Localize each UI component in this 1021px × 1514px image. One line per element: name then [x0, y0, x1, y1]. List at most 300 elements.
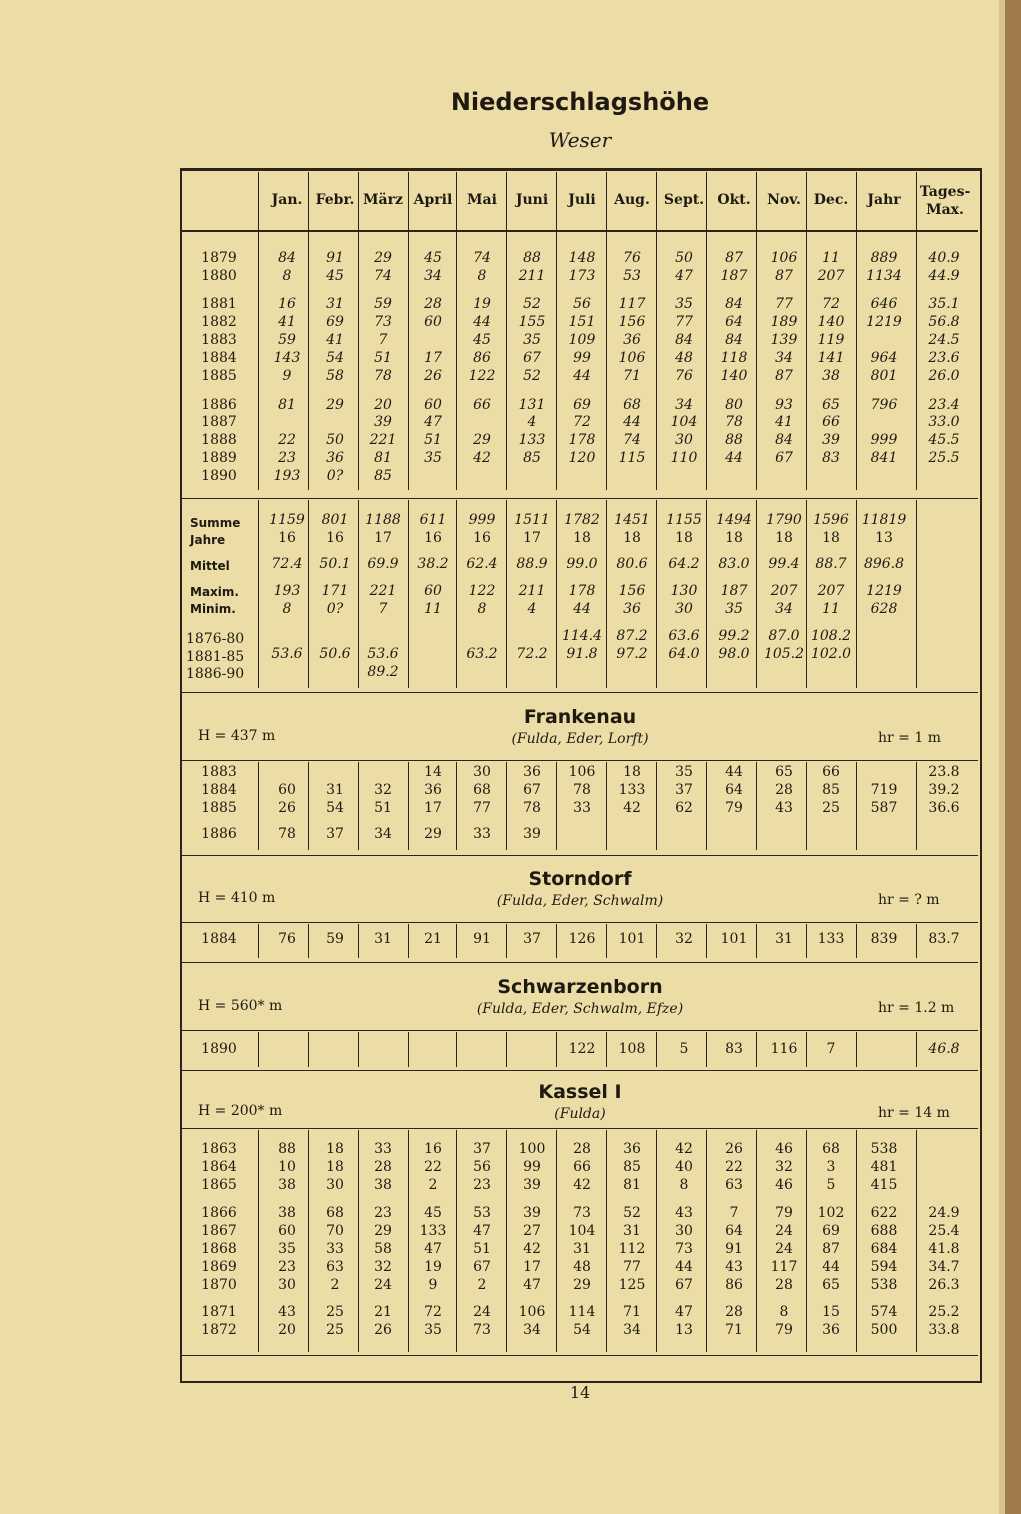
table-cell: 26.0: [928, 368, 960, 384]
table-cell: 178: [568, 432, 596, 448]
table-cell: 68: [623, 397, 641, 413]
table-cell: 83: [725, 1041, 743, 1057]
table-cell: 88.7: [815, 556, 847, 572]
table-cell: 60: [424, 583, 442, 599]
column-rule: [606, 762, 607, 850]
table-cell: 34.7: [928, 1259, 960, 1275]
table-cell: 51: [424, 432, 442, 448]
table-cell: 25.5: [928, 450, 960, 466]
table-cell: 72.4: [271, 556, 303, 572]
table-cell: 171: [321, 583, 349, 599]
table-cell: 16: [326, 530, 344, 546]
table-cell: 7: [378, 601, 388, 617]
table-cell: 51: [374, 800, 392, 816]
table-cell: 41: [326, 332, 344, 348]
summary-label: Minim.: [190, 602, 236, 616]
table-cell: 40.9: [928, 250, 960, 266]
table-cell: 64: [725, 1223, 743, 1239]
table-cell: 36: [623, 332, 641, 348]
table-cell: 68: [473, 782, 491, 798]
table-cell: 69: [822, 1223, 840, 1239]
table-cell: 8: [477, 268, 487, 284]
table-cell: 72: [573, 414, 591, 430]
table-cell: 74: [473, 250, 491, 266]
column-rule: [706, 232, 707, 490]
year-label: 1886: [201, 397, 237, 413]
column-rule: [916, 500, 917, 688]
table-cell: 66: [573, 1159, 591, 1175]
column-rule: [308, 762, 309, 850]
table-cell: 151: [568, 314, 596, 330]
table-cell: 112: [618, 1241, 646, 1257]
column-rule: [706, 762, 707, 850]
table-cell: 52: [623, 1205, 641, 1221]
column-rule: [258, 1130, 259, 1352]
table-cell: 211: [518, 583, 546, 599]
column-rule: [308, 500, 309, 688]
table-cell: 23: [278, 450, 296, 466]
table-cell: 72: [424, 1304, 442, 1320]
table-cell: 28: [775, 1277, 793, 1293]
table-cell: 106: [518, 1304, 546, 1320]
table-cell: 156: [618, 314, 646, 330]
year-label: 1885: [201, 800, 237, 816]
table-cell: 78: [523, 800, 541, 816]
table-cell: 628: [870, 601, 898, 617]
table-cell: 77: [775, 296, 793, 312]
table-cell: 8: [477, 601, 487, 617]
row-rule: [182, 855, 978, 856]
table-cell: 5: [826, 1177, 836, 1193]
row-rule: [182, 1128, 978, 1129]
table-cell: 33.8: [928, 1322, 960, 1338]
column-rule: [456, 1130, 457, 1352]
summary-label: Summe: [190, 516, 241, 530]
table-cell: 64.2: [668, 556, 700, 572]
table-cell: 71: [623, 368, 641, 384]
table-cell: 65: [822, 1277, 840, 1293]
column-header: Max.: [926, 202, 964, 218]
table-cell: 88: [278, 1141, 296, 1157]
year-label: 1883: [201, 332, 237, 348]
table-cell: 44: [623, 414, 641, 430]
table-cell: 25: [326, 1304, 344, 1320]
column-rule: [408, 172, 409, 230]
table-cell: 45.5: [928, 432, 960, 448]
station-hr: hr = 1 m: [878, 730, 941, 746]
table-cell: 7: [378, 332, 388, 348]
table-cell: 79: [725, 800, 743, 816]
table-cell: 37: [523, 931, 541, 947]
column-rule: [308, 924, 309, 958]
table-cell: 71: [623, 1304, 641, 1320]
table-cell: 84: [725, 296, 743, 312]
table-cell: 114: [568, 1304, 596, 1320]
table-cell: 841: [870, 450, 898, 466]
table-cell: 67: [775, 450, 793, 466]
table-cell: 73: [675, 1241, 693, 1257]
column-rule: [606, 172, 607, 230]
table-cell: 99: [573, 350, 591, 366]
table-cell: 36: [424, 782, 442, 798]
table-cell: 101: [720, 931, 748, 947]
table-cell: 59: [278, 332, 296, 348]
table-cell: 54: [326, 350, 344, 366]
station-rivers: (Fulda, Eder, Schwalm): [496, 893, 664, 909]
year-label: 1885: [201, 368, 237, 384]
column-rule: [856, 232, 857, 490]
table-cell: 33.0: [928, 414, 960, 430]
column-rule: [656, 1032, 657, 1067]
table-cell: 20: [374, 397, 392, 413]
table-cell: 65: [822, 397, 840, 413]
table-cell: 58: [326, 368, 344, 384]
table-cell: 68: [326, 1205, 344, 1221]
column-rule: [856, 924, 857, 958]
column-rule: [456, 232, 457, 490]
column-rule: [556, 762, 557, 850]
station-name: Storndorf: [528, 868, 632, 890]
table-cell: 28: [725, 1304, 743, 1320]
table-cell: 29: [374, 250, 392, 266]
table-cell: 79: [775, 1205, 793, 1221]
table-cell: 33: [374, 1141, 392, 1157]
table-cell: 83.7: [928, 931, 960, 947]
table-cell: 36: [623, 601, 641, 617]
table-cell: 51: [374, 350, 392, 366]
table-cell: 40: [675, 1159, 693, 1175]
table-cell: 143: [273, 350, 301, 366]
table-cell: 66: [473, 397, 491, 413]
column-rule: [308, 1130, 309, 1352]
table-cell: 23: [278, 1259, 296, 1275]
table-cell: 39: [523, 1177, 541, 1193]
summary-label: Maxim.: [190, 585, 239, 599]
table-cell: 122: [568, 1041, 596, 1057]
table-cell: 109: [568, 332, 596, 348]
table-cell: 33: [473, 826, 491, 842]
table-cell: 0?: [326, 601, 344, 617]
row-rule: [182, 230, 978, 232]
table-cell: 30: [675, 601, 693, 617]
table-cell: 116: [770, 1041, 798, 1057]
column-rule: [358, 924, 359, 958]
table-cell: 18: [675, 530, 693, 546]
table-cell: 221: [369, 583, 397, 599]
column-rule: [806, 1032, 807, 1067]
column-header: Febr.: [315, 192, 355, 208]
station-rivers: (Fulda): [554, 1106, 606, 1122]
table-cell: 796: [870, 397, 898, 413]
column-rule: [358, 1032, 359, 1067]
table-cell: 78: [278, 826, 296, 842]
column-header: Nov.: [767, 192, 801, 208]
table-cell: 415: [870, 1177, 898, 1193]
table-cell: 7: [729, 1205, 739, 1221]
table-cell: 35: [278, 1241, 296, 1257]
table-cell: 2: [428, 1177, 438, 1193]
table-cell: 71: [725, 1322, 743, 1338]
row-rule: [182, 1355, 978, 1356]
table-cell: 45: [473, 332, 491, 348]
table-cell: 23.6: [928, 350, 960, 366]
row-rule: [182, 922, 978, 923]
table-cell: 8: [679, 1177, 689, 1193]
table-cell: 35: [424, 1322, 442, 1338]
table-cell: 187: [720, 583, 748, 599]
table-cell: 37: [675, 782, 693, 798]
column-rule: [506, 924, 507, 958]
table-cell: 16: [424, 1141, 442, 1157]
column-rule: [916, 924, 917, 958]
table-cell: 0?: [326, 468, 344, 484]
table-cell: 50.6: [319, 646, 351, 662]
year-label: 1884: [201, 782, 237, 798]
table-cell: 60: [424, 314, 442, 330]
table-cell: 21: [374, 1304, 392, 1320]
table-cell: 18: [725, 530, 743, 546]
column-header: Jahr: [867, 192, 901, 208]
table-cell: 18: [573, 530, 591, 546]
table-cell: 29: [424, 826, 442, 842]
year-label: 1890: [201, 1041, 237, 1057]
table-cell: 73: [573, 1205, 591, 1221]
table-cell: 28: [424, 296, 442, 312]
table-cell: 108: [618, 1041, 646, 1057]
table-cell: 178: [568, 583, 596, 599]
table-cell: 39: [374, 414, 392, 430]
table-cell: 29: [473, 432, 491, 448]
station-name: Frankenau: [523, 706, 637, 728]
summary-label: Jahre: [190, 533, 226, 547]
column-rule: [756, 762, 757, 850]
table-cell: 13: [675, 1322, 693, 1338]
column-rule: [606, 924, 607, 958]
table-cell: 50: [326, 432, 344, 448]
table-cell: 41: [775, 414, 793, 430]
table-cell: 481: [870, 1159, 898, 1175]
table-cell: 38.2: [417, 556, 449, 572]
table-cell: 4: [527, 414, 537, 430]
column-rule: [656, 500, 657, 688]
column-rule: [358, 500, 359, 688]
table-cell: 189: [770, 314, 798, 330]
table-cell: 118: [720, 350, 748, 366]
table-cell: 58: [374, 1241, 392, 1257]
column-rule: [556, 1130, 557, 1352]
year-label: 1865: [201, 1177, 237, 1193]
station-rivers: (Fulda, Eder, Schwalm, Efze): [476, 1001, 684, 1017]
column-rule: [606, 1032, 607, 1067]
table-cell: 38: [822, 368, 840, 384]
column-rule: [756, 924, 757, 958]
column-rule: [258, 1032, 259, 1067]
table-cell: 43: [278, 1304, 296, 1320]
table-cell: 1134: [866, 268, 902, 284]
column-rule: [456, 924, 457, 958]
year-label: 1869: [201, 1259, 237, 1275]
table-cell: 38: [374, 1177, 392, 1193]
table-cell: 59: [326, 931, 344, 947]
table-cell: 1790: [766, 512, 802, 528]
table-cell: 34: [623, 1322, 641, 1338]
table-cell: 62.4: [466, 556, 498, 572]
table-cell: 32: [374, 782, 392, 798]
table-cell: 53.6: [271, 646, 303, 662]
table-cell: 39: [523, 1205, 541, 1221]
page-number: 14: [569, 1383, 591, 1402]
column-rule: [308, 1032, 309, 1067]
table-cell: 120: [568, 450, 596, 466]
table-cell: 48: [573, 1259, 591, 1275]
column-header: März: [363, 192, 403, 208]
table-cell: 148: [568, 250, 596, 266]
table-cell: 108.2: [810, 628, 852, 644]
table-cell: 500: [870, 1322, 898, 1338]
table-cell: 139: [770, 332, 798, 348]
table-cell: 72: [822, 296, 840, 312]
table-cell: 36: [822, 1322, 840, 1338]
table-cell: 44.9: [928, 268, 960, 284]
table-cell: 33: [326, 1241, 344, 1257]
table-cell: 47: [523, 1277, 541, 1293]
column-rule: [506, 172, 507, 230]
table-cell: 42: [623, 800, 641, 816]
station-hr: hr = ? m: [878, 892, 940, 908]
column-rule: [606, 232, 607, 490]
row-rule: [182, 760, 978, 761]
table-cell: 119: [817, 332, 845, 348]
table-cell: 31: [775, 931, 793, 947]
table-cell: 67: [675, 1277, 693, 1293]
table-cell: 17: [523, 530, 541, 546]
table-cell: 99.4: [768, 556, 800, 572]
table-cell: 87.0: [768, 628, 800, 644]
table-cell: 47: [424, 414, 442, 430]
table-cell: 34: [675, 397, 693, 413]
column-rule: [456, 500, 457, 688]
table-cell: 91: [473, 931, 491, 947]
column-rule: [706, 172, 707, 230]
table-cell: 43: [775, 800, 793, 816]
table-cell: 801: [321, 512, 349, 528]
station-height: H = 437 m: [198, 728, 276, 744]
column-rule: [806, 232, 807, 490]
table-cell: 63.2: [466, 646, 498, 662]
table-cell: 85: [523, 450, 541, 466]
table-cell: 99: [523, 1159, 541, 1175]
table-cell: 68: [822, 1141, 840, 1157]
table-cell: 133: [419, 1223, 447, 1239]
table-cell: 538: [870, 1141, 898, 1157]
table-cell: 1596: [813, 512, 849, 528]
year-label: 1879: [201, 250, 237, 266]
table-cell: 28: [573, 1141, 591, 1157]
table-cell: 87: [725, 250, 743, 266]
column-rule: [358, 232, 359, 490]
column-rule: [756, 172, 757, 230]
table-cell: 91: [326, 250, 344, 266]
table-cell: 29: [374, 1223, 392, 1239]
table-cell: 26: [725, 1141, 743, 1157]
table-cell: 29: [573, 1277, 591, 1293]
station-hr: hr = 1.2 m: [878, 1000, 955, 1016]
row-rule: [182, 692, 978, 693]
table-cell: 18: [775, 530, 793, 546]
column-rule: [258, 500, 259, 688]
table-cell: 51: [473, 1241, 491, 1257]
table-cell: 33: [573, 800, 591, 816]
column-rule: [506, 232, 507, 490]
table-cell: 63: [725, 1177, 743, 1193]
year-label: 1883: [201, 764, 237, 780]
table-cell: 69.9: [367, 556, 399, 572]
table-cell: 25.4: [928, 1223, 960, 1239]
table-cell: 117: [770, 1259, 798, 1275]
table-cell: 133: [518, 432, 546, 448]
table-cell: 54: [326, 800, 344, 816]
table-cell: 5: [679, 1041, 689, 1057]
year-label: 1867: [201, 1223, 237, 1239]
table-cell: 64: [725, 782, 743, 798]
table-cell: 56: [473, 1159, 491, 1175]
station-name: Kassel I: [538, 1081, 622, 1103]
table-cell: 84: [278, 250, 296, 266]
table-cell: 78: [725, 414, 743, 430]
table-cell: 4: [527, 601, 537, 617]
table-cell: 84: [775, 432, 793, 448]
table-cell: 99.0: [566, 556, 598, 572]
table-cell: 52: [523, 368, 541, 384]
table-cell: 24: [775, 1241, 793, 1257]
table-cell: 19: [473, 296, 491, 312]
table-cell: 26: [424, 368, 442, 384]
column-rule: [656, 232, 657, 490]
table-cell: 30: [675, 1223, 693, 1239]
station-rivers: (Fulda, Eder, Lorft): [511, 731, 649, 747]
table-cell: 23: [473, 1177, 491, 1193]
table-cell: 21: [424, 931, 442, 947]
table-cell: 999: [870, 432, 898, 448]
table-cell: 76: [675, 368, 693, 384]
table-cell: 42: [573, 1177, 591, 1193]
table-cell: 18: [623, 530, 641, 546]
year-label: 1880: [201, 268, 237, 284]
table-cell: 18: [326, 1159, 344, 1175]
table-cell: 63: [326, 1259, 344, 1275]
row-rule: [182, 962, 978, 963]
table-cell: 24: [473, 1304, 491, 1320]
column-rule: [258, 924, 259, 958]
column-rule: [856, 762, 857, 850]
year-label: 1884: [201, 350, 237, 366]
table-cell: 22: [725, 1159, 743, 1175]
table-cell: 39: [523, 826, 541, 842]
table-cell: 78: [374, 368, 392, 384]
table-cell: 59: [374, 296, 392, 312]
table-cell: 91: [725, 1241, 743, 1257]
row-rule: [182, 1070, 978, 1071]
table-cell: 16: [424, 530, 442, 546]
column-rule: [456, 172, 457, 230]
table-cell: 1782: [564, 512, 600, 528]
table-cell: 2: [330, 1277, 340, 1293]
table-cell: 42: [523, 1241, 541, 1257]
table-cell: 47: [424, 1241, 442, 1257]
table-cell: 26: [278, 800, 296, 816]
table-cell: 44: [573, 601, 591, 617]
table-cell: 88.9: [516, 556, 548, 572]
